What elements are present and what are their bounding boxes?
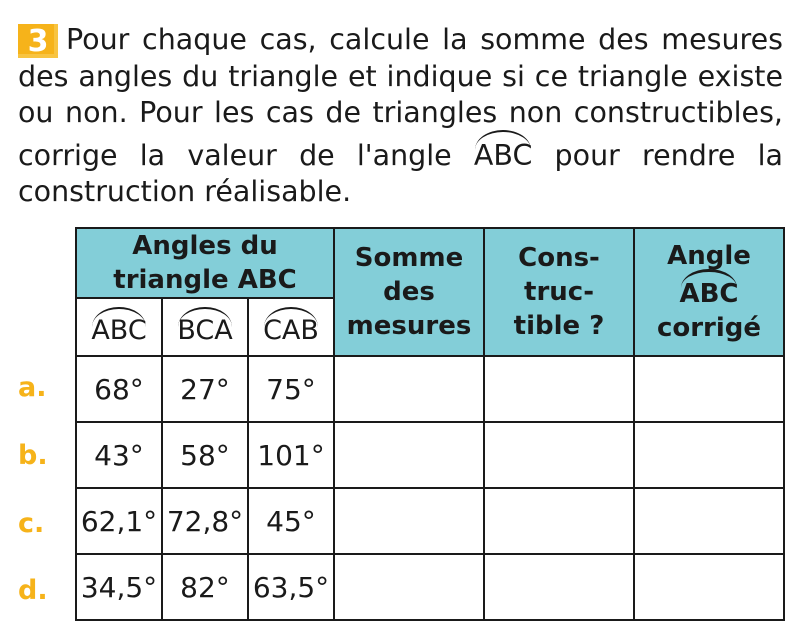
constructible-line2: truc- [524, 277, 594, 307]
cell-abc: 43° [76, 422, 162, 488]
cell-bca: 72,8° [162, 488, 248, 554]
cell-somme[interactable] [334, 356, 484, 422]
angle-abc-notation: ABC [474, 132, 532, 175]
exercise-statement [18, 22, 783, 211]
cell-constructible[interactable] [484, 554, 634, 620]
table-row [76, 356, 784, 422]
somme-line1: Somme [354, 243, 464, 273]
exercise-number-badge [18, 24, 58, 58]
cell-angle-corrige[interactable] [634, 356, 784, 422]
cell-somme[interactable] [334, 422, 484, 488]
somme-line2: des [383, 277, 435, 307]
cell-abc: 62,1° [76, 488, 162, 554]
col-header-bca [162, 298, 248, 356]
constructible-line1: Cons- [518, 243, 600, 273]
col-header-cab [248, 298, 334, 356]
cell-angle-corrige[interactable] [634, 422, 784, 488]
cell-constructible[interactable] [484, 422, 634, 488]
corrige-line2: ABC [679, 273, 738, 311]
col-abc-label: ABC [91, 309, 146, 346]
cell-somme[interactable] [334, 554, 484, 620]
cell-constructible[interactable] [484, 356, 634, 422]
cell-cab: 45° [248, 488, 334, 554]
corrige-line1: Angle [667, 241, 751, 271]
cell-angle-corrige[interactable] [634, 554, 784, 620]
corrige-line3: corrigé [656, 313, 762, 343]
cell-bca: 58° [162, 422, 248, 488]
col-header-abc [76, 298, 162, 356]
cell-angle-corrige[interactable] [634, 488, 784, 554]
group-header-line2: triangle ABC [113, 265, 297, 295]
table-row [76, 488, 784, 554]
instruction-text-end: pour rendre la construction réalisable. [18, 138, 784, 208]
row-label-b: b. [18, 440, 48, 471]
col-cab-label: CAB [263, 309, 319, 346]
cell-cab: 63,5° [248, 554, 334, 620]
instruction-paragraph [18, 22, 783, 211]
cell-abc: 34,5° [76, 554, 162, 620]
cell-cab: 75° [248, 356, 334, 422]
somme-line3: mesures [346, 311, 472, 341]
cell-bca: 82° [162, 554, 248, 620]
table-row [76, 554, 784, 620]
angle-corrige-header [634, 228, 784, 356]
angles-table [75, 227, 785, 621]
cell-somme[interactable] [334, 488, 484, 554]
somme-header [334, 228, 484, 356]
row-label-d: d. [18, 575, 48, 606]
cell-constructible[interactable] [484, 488, 634, 554]
exercise-number: 3 [27, 24, 49, 59]
cell-abc: 68° [76, 356, 162, 422]
instruction-text-start: Pour chaque cas, calcule la somme des mesures des angles du triangle et indique si ce triangle existe ou non. Pour les cas de triangles non constructibles, corrige la valeur de l'angle [18, 23, 783, 172]
col-bca-label: BCA [177, 309, 232, 346]
cell-cab: 101° [248, 422, 334, 488]
angles-group-header [76, 228, 334, 298]
constructible-line3: tible ? [513, 311, 605, 341]
group-header-line1: Angles du [132, 231, 278, 261]
row-label-a: a. [18, 372, 47, 403]
cell-bca: 27° [162, 356, 248, 422]
row-label-c: c. [18, 508, 45, 539]
table-row [76, 422, 784, 488]
constructible-header [484, 228, 634, 356]
